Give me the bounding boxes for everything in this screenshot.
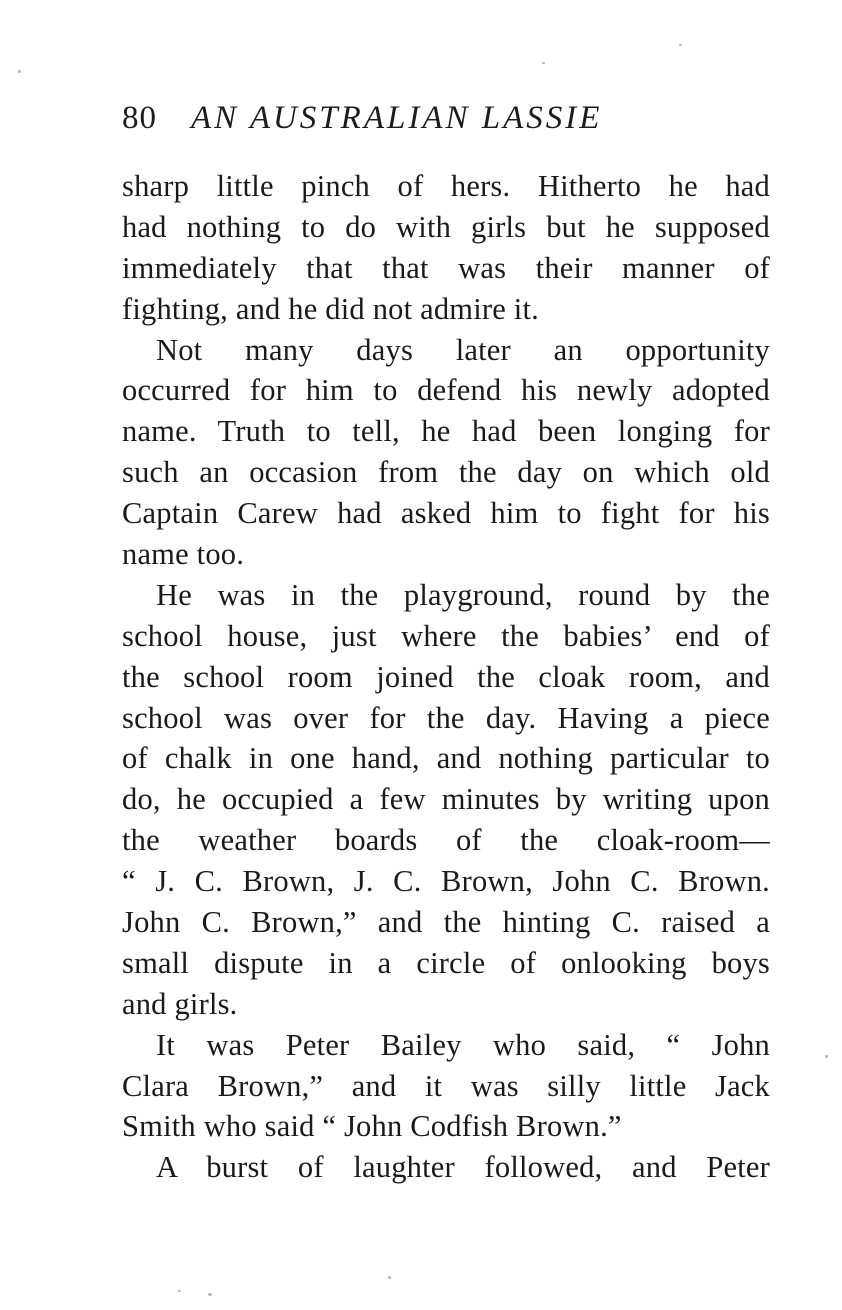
scan-speck <box>178 1290 181 1292</box>
text-line: of chalk in one hand, and nothing particular to <box>122 741 770 776</box>
text-line: small dispute in a circle of onlooking boys <box>122 945 770 980</box>
text-line: Smith who said “ John Codfish Brown.” <box>122 1109 622 1144</box>
scan-speck <box>18 70 21 73</box>
text-line: name too. <box>122 537 245 572</box>
text-line: occurred for him to defend his newly adopted <box>122 373 770 408</box>
text-line: had nothing to do with girls but he supposed <box>122 209 770 244</box>
text-line: school was over for the day. Having a piece <box>122 700 770 735</box>
text-line: He was in the playground, round by the <box>156 577 770 612</box>
text-line: sharp little pinch of hers. Hitherto he had <box>122 169 770 203</box>
running-title: AN AUSTRALIAN LASSIE <box>191 100 603 136</box>
text-line: the weather boards of the cloak-room— <box>122 823 770 858</box>
scan-speck <box>208 1293 212 1296</box>
text-line: Captain Carew had asked him to fight for his <box>122 496 770 531</box>
text-line: Clara Brown,” and it was silly little Jack <box>122 1068 770 1103</box>
text-line: school house, just where the babies’ end of <box>122 618 770 653</box>
text-line: name. Truth to tell, he had been longing for <box>122 414 770 449</box>
text-line: immediately that that was their manner of <box>122 250 770 285</box>
text-line: fighting, and he did not admire it. <box>122 291 539 326</box>
text-line: “ J. C. Brown, J. C. Brown, John C. Brown. <box>122 864 770 899</box>
text-line: Not many days later an opportunity <box>156 332 770 367</box>
text-line: such an occasion from the day on which old <box>122 455 770 490</box>
scan-speck <box>542 62 545 64</box>
page-number: 80 <box>122 100 157 136</box>
text-line: and girls. <box>122 986 238 1021</box>
text-line: It was Peter Bailey who said, “ John <box>156 1027 770 1062</box>
running-head <box>122 100 772 144</box>
body-text <box>122 166 770 1188</box>
scan-speck <box>825 1055 828 1058</box>
text-line: do, he occupied a few minutes by writing upon <box>122 782 770 817</box>
scan-speck <box>679 44 682 46</box>
text-line: the school room joined the cloak room, and <box>122 659 770 694</box>
scan-speck <box>388 1276 391 1279</box>
text-line: John C. Brown,” and the hinting C. raised a <box>122 905 770 940</box>
text-line: A burst of laughter followed, and Peter <box>156 1150 770 1185</box>
